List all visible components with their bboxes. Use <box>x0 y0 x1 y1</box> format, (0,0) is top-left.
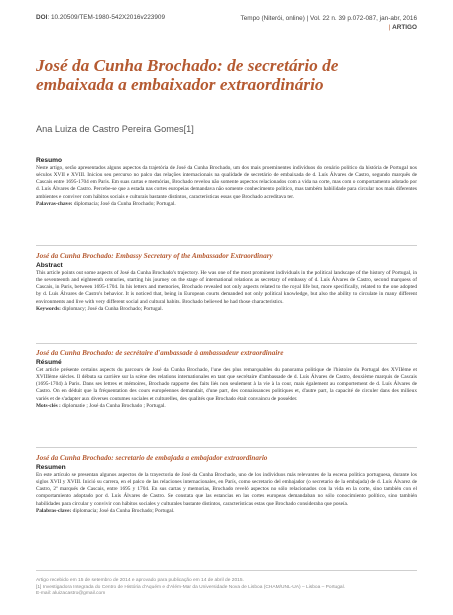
abstract-label: Abstract <box>36 262 63 269</box>
author-name: Ana Luiza de Castro Pereira Gomes[1] <box>36 124 194 134</box>
resumo-body: Neste artigo, serão apresentados alguns aspectos da trajetória de José da Cunha Brochado, um dos mais proeminentes indivíduos do cenário político da história de Portugal nos séculos XVII e XVIII. Iniciou seu percurso no palco das relações internacionais na qualidade de secretário de embaixada de d. Luís Álvares de Castro, segundo marquês de Cascais entre 1695-1704 em Paris. Em suas cartas e memórias, Brochado revelou não somente aspectos relacionados com a vida na corte, mas com o comportamento adotado por d. Luís Álvares de Castro. Percebe-se que a estada nas cortes europeias demandava não somente conhecimento político, mas também habilidade para circular nos mais diferentes ambientes e conviver com hábitos sociais e culturais bastante distintos, características essas que Brochado acreditava ter. <box>36 165 417 200</box>
resume-fr-keywords-label: Mots-clés : <box>36 402 61 409</box>
resumen-keywords-text: diplomacia; José da Cunha Brochado; Portugal. <box>72 507 175 514</box>
resumo-keywords-label: Palavras-chave: <box>36 200 73 207</box>
resumo-section <box>36 157 417 208</box>
abstract-section <box>36 252 417 313</box>
resumen-label: Resumen <box>36 464 66 471</box>
abstract-keywords-text: diplomacy; José da Cunha Brochado; Portugal. <box>62 305 163 312</box>
running-header <box>36 14 417 32</box>
resume-fr-section <box>36 349 417 410</box>
resumen-body: En este artículo se presentan algunos aspectos de la trayectoria de José da Cunha Brochado, uno de los individuos más relevantes de la escena política portuguesa, durante los siglos XVII y XVIII. Inició su carrera, en el palco de las relaciones internacionales, en París, como secretario del embajador (o secretario de la embajada) de d. Luís Álvarez de Castro, 2º marqués de Cascais, entre 1695 y 1704. En sus cartas y memorias, Brochado reveló aspectos no sólo relacionados con la vida en la corte, sino también con el comportamiento adoptado por d. Luís Álvares de Castro. Se constata que las estancias en las cortes europeas demandaban no sólo conocimiento político, sino también habilidades para circular y convivir con hábitos sociales y culturales bastante distintos, características estas que Brochado consideraba que poseía. <box>36 472 417 507</box>
spanish-title: José da Cunha Brochado: secretario de embajada a embajador extraordinario <box>36 454 268 462</box>
journal-info <box>241 14 417 32</box>
resume-fr-keywords-text: diplomatie ; José da Cunha Brochado ; Portugal. <box>62 402 166 409</box>
doi-line: DOI: 10.20509/TEM-1980-542X2016v223909 <box>36 14 165 21</box>
resumen-keywords-label: Palabras-clave: <box>36 507 72 514</box>
title-line-2: embaixada a embaixador extraordinário <box>36 75 324 94</box>
author-affiliation-note: [1] Investigadora Integrada do Centro de História d'Aquém e d'Além-Mar da Universidade Nova de Lisboa (CHAM/UNL-UA) – Lisboa – Portugal. <box>36 584 346 590</box>
doi-label: DOI <box>36 14 48 21</box>
resumo-label: Resumo <box>36 157 63 164</box>
resumo-keywords-text: diplomacia; José da Cunha Brochado; Portugal. <box>73 200 176 207</box>
journal-citation: Tempo (Niterói, online) | Vol. 22 n. 39 p.072-087, jan-abr, 2016 <box>240 15 417 22</box>
abstract-keywords <box>36 306 417 313</box>
footnote-divider <box>36 570 417 571</box>
english-title: José da Cunha Brochado: Embassy Secretary of the Ambassador Extraordinary <box>36 252 273 260</box>
author-email[interactable]: E-mail: aluizacastro@gmail.com <box>36 591 106 597</box>
received-note: Artigo recebido em 15 de setembro de 2014 e aprovado para publicação em 14 de abril de 2015. <box>36 578 244 583</box>
section-divider <box>36 343 417 344</box>
abstract-keywords-label: Keywords: <box>36 305 61 312</box>
section-divider <box>36 245 417 246</box>
resumen-keywords <box>36 508 417 515</box>
abstract-body: This article points out some aspects of José da Cunha Brochado's trajectory. He was one of the most prominent individuals in the political landscape of the history of Portugal, in the seventeenth and eighteenth centuries, starting his journey on the stage of international relations as secretary of embassy of d. Luís Álvares de Castro, second marquess of Cascais, in Paris, between 1695-1704. In his letters and memories, Brochado revealed not only aspects related to the royal life but, more specifically, related to the one adopted by d. Luís Álvares de Castro's behavior. It is noticed that, being in European courts demanded not only political knowledge, but also the ability to circulate in many different environments and live with very different social and cultural habits. Brochado believed he had those characteristics. <box>36 270 417 305</box>
section-tag: | ARTIGO <box>241 23 417 32</box>
french-title: José da Cunha Brochado: de secrétaire d'ambassade à ambassadeur extraordinaire <box>36 349 284 357</box>
section-divider <box>36 447 417 448</box>
resumo-keywords <box>36 201 417 208</box>
resumen-section <box>36 454 417 515</box>
footnotes <box>36 578 417 598</box>
resume-fr-keywords <box>36 403 417 410</box>
title-line-1: José da Cunha Brochado: de secretário de <box>36 56 339 75</box>
resume-fr-body: Cet article présente certains aspects du parcours de José da Cunha Brochado, l'une des plus remarquables du panorama politique de l'histoire du Portugal des XVIIème et XVIIIème siècles. Il débuta sa carrière sur la scène des relations internationales en tant que secrétaire d'ambassade de d. Luís Álvares de Castro, deuxième marquis de Cascais (1695-1704) à Paris. Dans ses lettres et mémoires, Brochado rapporte des faits liés non seulement à la vie à la cour, mais également au comportement de d. Luís Álvares de Castro. On en déduit que la fréquentation des cours européennes demandait, d'une part, des connaissances politiques et, d'autre part, la capacité de circuler dans des milieux variés et de s'adapter aux diverses coutumes sociales et culturelles, des qualités que Brochado était convaincu de posséder. <box>36 367 417 402</box>
article-title <box>36 56 396 94</box>
doi-value[interactable]: 10.20509/TEM-1980-542X2016v223909 <box>50 14 165 21</box>
resume-fr-label: Résumé <box>36 359 62 366</box>
